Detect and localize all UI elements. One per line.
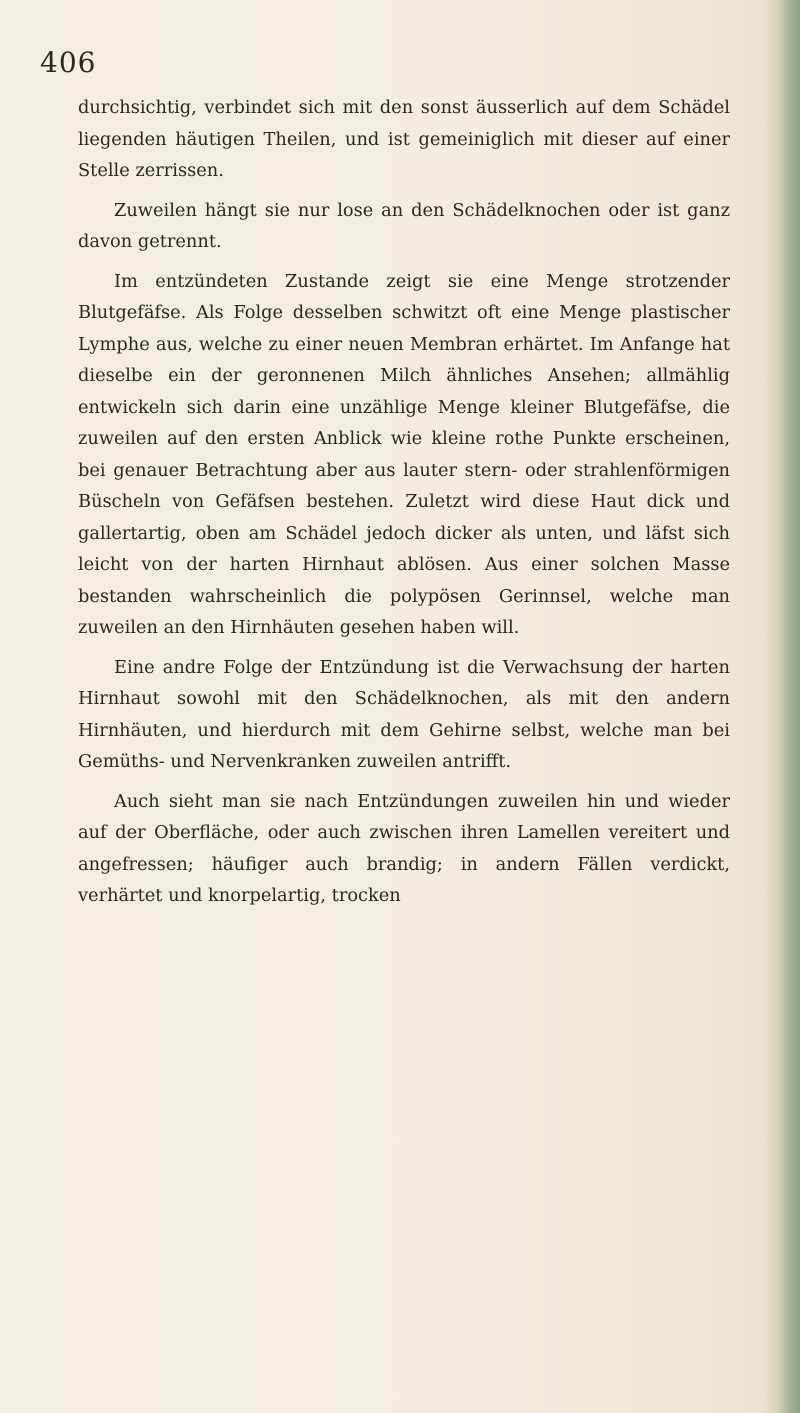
- paragraph-5: Auch sieht man sie nach Entzündungen zuweilen hin und wieder auf der Oberfläche, oder auch zwischen ihren Lamellen vereitert und angefressen; häufiger auch brandig; in andern Fällen verdickt, verhärtet und knorpelartig, trocken: [78, 790, 730, 906]
- paragraph-4: Eine andre Folge der Entzündung ist die Verwachsung der harten Hirnhaut sowohl mit den Schädelknochen, als mit den andern Hirnhäuten, und hierdurch mit dem Gehirne selbst, welche man bei Gemüths- und Nervenkranken zuweilen antrifft.: [78, 656, 730, 772]
- body-text: [78, 92, 730, 912]
- paragraph-3: Im entzündeten Zustande zeigt sie eine Menge strotzender Blutgefäfse. Als Folge desselben schwitzt oft eine Menge plastischer Lymphe aus, welche zu einer neuen Membran erhärtet. Im Anfange hat dieselbe ein der geronnenen Milch ähnliches Ansehen; allmählig entwickeln sich darin eine unzählige Menge kleiner Blutgefäfse, die zuweilen auf den ersten Anblick wie kleine rothe Punkte erscheinen, bei genauer Betrachtung aber aus lauter stern- oder strahlenförmigen Büscheln von Gefäfsen bestehen. Zuletzt wird diese Haut dick und gallertartig, oben am Schädel jedoch dicker als unten, und läfst sich leicht von der harten Hirnhaut ablösen. Aus einer solchen Masse bestanden wahrscheinlich die polypösen Gerinnsel, welche man zuweilen an den Hirnhäuten gesehen haben will.: [78, 270, 730, 638]
- paragraph-2: Zuweilen hängt sie nur lose an den Schädelknochen oder ist ganz davon getrennt.: [78, 199, 730, 252]
- page-number: 406: [40, 46, 97, 79]
- page-edge-shadow: [764, 0, 800, 1413]
- paragraph-1: durchsichtig, verbindet sich mit den sonst äusserlich auf dem Schädel liegenden häutigen Theilen, und ist gemeiniglich mit dieser auf einer Stelle zerrissen.: [78, 97, 730, 181]
